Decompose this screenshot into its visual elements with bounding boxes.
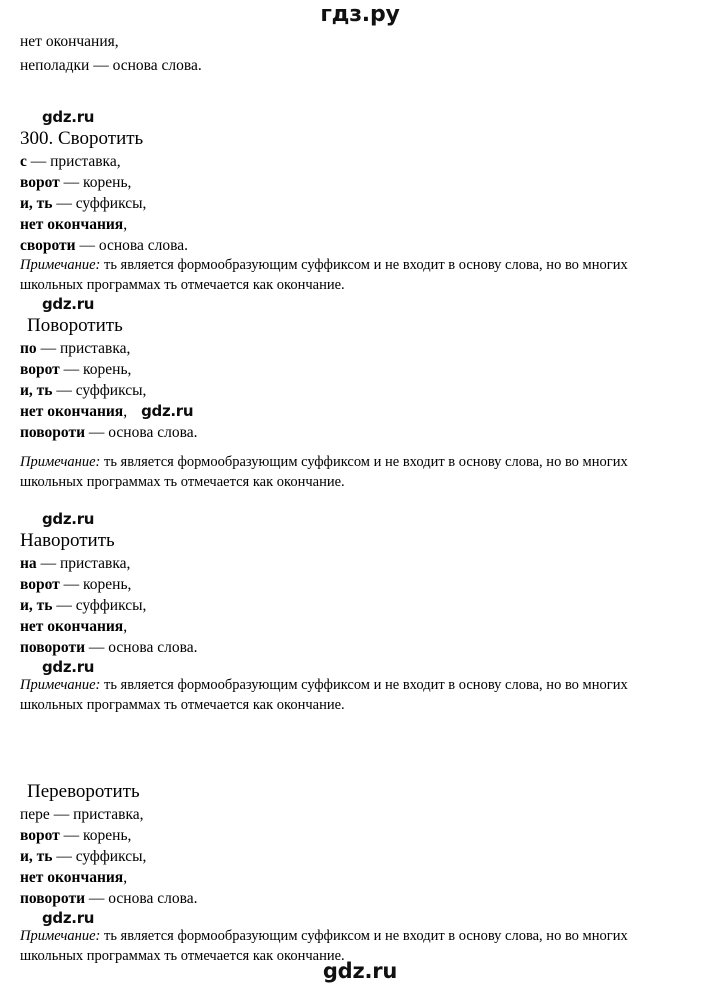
morpheme-lead: повороти [20,424,86,441]
morpheme-row [20,867,696,888]
watermark-gdz-3: gdz.ru [42,510,95,528]
morpheme-list-2 [20,338,696,443]
watermark-gdz-1: gdz.ru [42,108,95,126]
morpheme-row [20,422,696,443]
watermark-gdz-4: gdz.ru [42,658,95,676]
site-footer-logo[interactable]: gdz.ru [322,959,398,983]
intro-line-1: нет окончания, [20,33,119,50]
morpheme-list-3 [20,553,696,658]
morpheme-rest: — корень, [59,361,132,378]
morpheme-lead: и, ть [20,597,53,614]
morpheme-rest: , [123,216,128,233]
morpheme-lead: ворот [20,827,60,844]
morpheme-rest: — основа слова. [85,639,198,656]
note-body: ть является формообразующим суффиксом и не входит в основу слова, но во многих школьных программах ть отмечается как окончание. [20,677,628,713]
intro-block [20,30,696,78]
morpheme-row [20,214,696,235]
spacer [20,443,696,453]
morpheme-rest: — суффиксы, [52,195,147,212]
morpheme-rest: — основа слова. [75,237,189,254]
morpheme-rest: — основа слова. [85,424,198,441]
note-label: Примечание: [20,257,101,273]
morpheme-lead: с [20,153,27,170]
spacer [20,492,696,510]
note-2 [20,453,680,492]
morpheme-row [20,359,696,380]
note-label: Примечание: [20,928,101,944]
content-column [0,30,720,966]
section-heading-3: Наворотить [20,530,115,551]
morpheme-row [20,401,696,422]
morpheme-row [20,616,696,637]
note-label: Примечание: [20,677,101,693]
morpheme-rest: — корень, [59,827,132,844]
spacer [20,715,696,779]
morpheme-row [20,235,696,256]
morpheme-list-1 [20,151,696,256]
morpheme-lead: и, ть [20,848,53,865]
note-body: ть является формообразующим суффиксом и не входит в основу слова, но во многих школьных программах ть отмечается как окончание. [20,928,628,964]
morpheme-lead: свороти [20,237,76,254]
site-header-logo[interactable]: гдз.ру [320,2,400,27]
watermark-gdz-5: gdz.ru [42,909,95,927]
morpheme-row [20,595,696,616]
watermark-gdz-2: gdz.ru [42,295,95,313]
morpheme-lead: нет окончания [20,618,124,635]
morpheme-lead: на [20,555,37,572]
morpheme-row [20,172,696,193]
section-heading-4: Переворотить [27,781,140,802]
site-header [0,0,720,30]
note-body: ть является формообразующим суффиксом и не входит в основу слова, но во многих школьных программах ть отмечается как окончание. [20,257,628,293]
morpheme-rest: — основа слова. [85,890,198,907]
morpheme-row [20,553,696,574]
morpheme-row [20,574,696,595]
morpheme-lead: повороти [20,639,86,656]
section-heading-2: Поворотить [27,315,123,336]
morpheme-rest: — суффиксы, [52,382,147,399]
morpheme-lead: по [20,340,37,357]
morpheme-rest: — приставка, [36,340,131,357]
morpheme-row [20,888,696,909]
intro-line-2: неполадки — основа слова. [20,57,202,74]
morpheme-rest: — суффиксы, [52,848,147,865]
morpheme-rest: , [123,618,128,635]
morpheme-rest: , [123,403,128,420]
morpheme-lead: нет окончания [20,869,124,886]
morpheme-row [20,846,696,867]
morpheme-row [20,151,696,172]
spacer [20,78,696,108]
morpheme-lead: и, ть [20,382,53,399]
morpheme-rest: — приставка, [49,806,144,823]
note-1 [20,256,680,295]
morpheme-rest: — суффиксы, [52,597,147,614]
watermark-gdz-inline: gdz.ru [141,402,194,420]
morpheme-rest: — корень, [59,174,132,191]
morpheme-row [20,825,696,846]
site-footer [0,959,720,983]
morpheme-lead: ворот [20,361,60,378]
note-label: Примечание: [20,454,101,470]
morpheme-rest: , [123,869,128,886]
morpheme-row [20,380,696,401]
morpheme-rest: — приставка, [26,153,121,170]
morpheme-lead: и, ть [20,195,53,212]
morpheme-row [20,338,696,359]
morpheme-row [20,193,696,214]
morpheme-lead: нет окончания [20,216,124,233]
page-body [0,30,720,966]
morpheme-lead: ворот [20,174,60,191]
section-heading-1: 300. Своротить [20,128,144,149]
morpheme-lead: повороти [20,890,86,907]
morpheme-lead: пере [20,806,50,823]
morpheme-row [20,804,696,825]
note-body: ть является формообразующим суффиксом и не входит в основу слова, но во многих школьных программах ть отмечается как окончание. [20,454,628,490]
morpheme-rest: — корень, [59,576,132,593]
morpheme-lead: ворот [20,576,60,593]
morpheme-rest: — приставка, [36,555,131,572]
morpheme-row [20,637,696,658]
morpheme-lead: нет окончания [20,403,124,420]
morpheme-list-4 [20,804,696,909]
note-3 [20,676,680,715]
